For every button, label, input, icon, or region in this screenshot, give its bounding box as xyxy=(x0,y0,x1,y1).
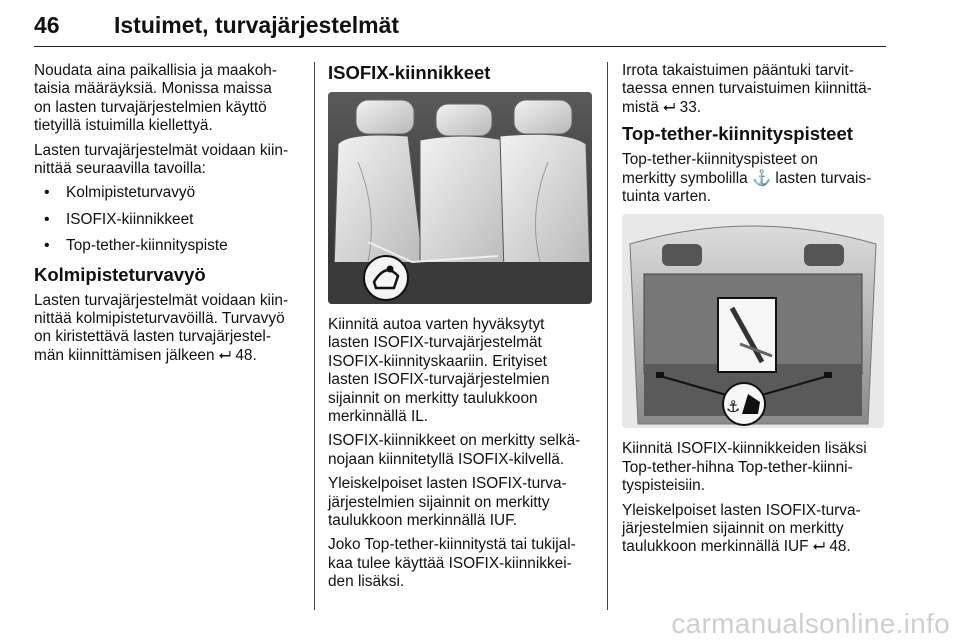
page-number: 46 xyxy=(34,12,60,38)
column-1 xyxy=(34,62,302,371)
top-tether-illustration xyxy=(622,214,884,428)
paragraph: Kiinnitä ISOFIX-kiinnikkeiden lisäksi Top-tether-hihna Top-tether-kiinni- tyspisteisiin. xyxy=(622,440,867,495)
paragraph: Irrota takaistuimen pääntuki tarvit- taessa ennen turvaistuimen kiinnittä- mistä ⮠ 33. xyxy=(622,62,872,116)
paragraph: Joko Top-tether-kiinnitystä tai tukijal- kaa tulee käyttää ISOFIX-kiinnikkei- den lisäksi. xyxy=(328,536,576,591)
section-heading: ISOFIX-kiinnikkeet xyxy=(328,62,491,83)
page-header xyxy=(34,6,886,47)
watermark: carmanualsonline.info xyxy=(671,608,950,639)
isofix-seat-illustration xyxy=(328,92,592,304)
list-item: • Kolmipisteturvavyö xyxy=(34,184,302,202)
paragraph: Yleiskelpoiset lasten ISOFIX-turva- järjestelmien sijainnit on merkitty taulukkoon merkinnällä IUF. xyxy=(328,475,567,530)
svg-text:⚓: ⚓ xyxy=(726,397,741,417)
trunk-image xyxy=(622,214,884,428)
paragraph: Yleiskelpoiset lasten ISOFIX-turva- järjestelmien sijainnit on merkitty taulukkoon merkinnällä IUF ⮠ 48. xyxy=(622,501,861,556)
section-heading: Kolmipisteturvavyö xyxy=(34,263,206,285)
paragraph: Lasten turvajärjestelmät voidaan kiin- nittää kolmipisteturvavöillä. Turvavyö on kiristettävä lasten turvajärjestel- män kiinnittämisen jälkeen ⮠ 48. xyxy=(34,291,289,364)
rear-seat-image xyxy=(328,92,592,304)
paragraph: Lasten turvajärjestelmät voidaan kiin- nittää seuraavilla tavoilla: xyxy=(34,141,289,178)
column-2 xyxy=(328,62,596,598)
paragraph: Top-tether-kiinnityspisteet on merkitty symbolilla ⚓ lasten turvais- tuinta varten. xyxy=(622,151,872,206)
list-item: • Top-tether-kiinnityspiste xyxy=(34,237,302,255)
bullet-list xyxy=(34,184,302,255)
column-divider-2 xyxy=(607,62,608,610)
column-divider-1 xyxy=(314,62,315,610)
page-title: Istuimet, turvajärjestelmät xyxy=(114,12,400,38)
section-heading: Top-tether-kiinnityspisteet xyxy=(622,123,853,145)
paragraph: ISOFIX-kiinnikkeet on merkitty selkä- nojaan kiinnitetyllä ISOFIX-kilvellä. xyxy=(328,432,581,468)
list-item: • ISOFIX-kiinnikkeet xyxy=(34,211,302,229)
paragraph: Kiinnitä autoa varten hyväksytyt lasten ISOFIX-turvajärjestelmät ISOFIX-kiinnityskaariin. Erityiset lasten ISOFIX-turvajärjestelmien sijainnit on merkitty taulukkoon merkinnällä IL. xyxy=(328,316,550,426)
column-3 xyxy=(622,62,890,563)
paragraph: Noudata aina paikallisia ja maakoh- taisia määräyksiä. Monissa maissa on lasten turvajärjestelmien käyttö tietyillä istuimilla kiellettyä. xyxy=(34,62,277,135)
